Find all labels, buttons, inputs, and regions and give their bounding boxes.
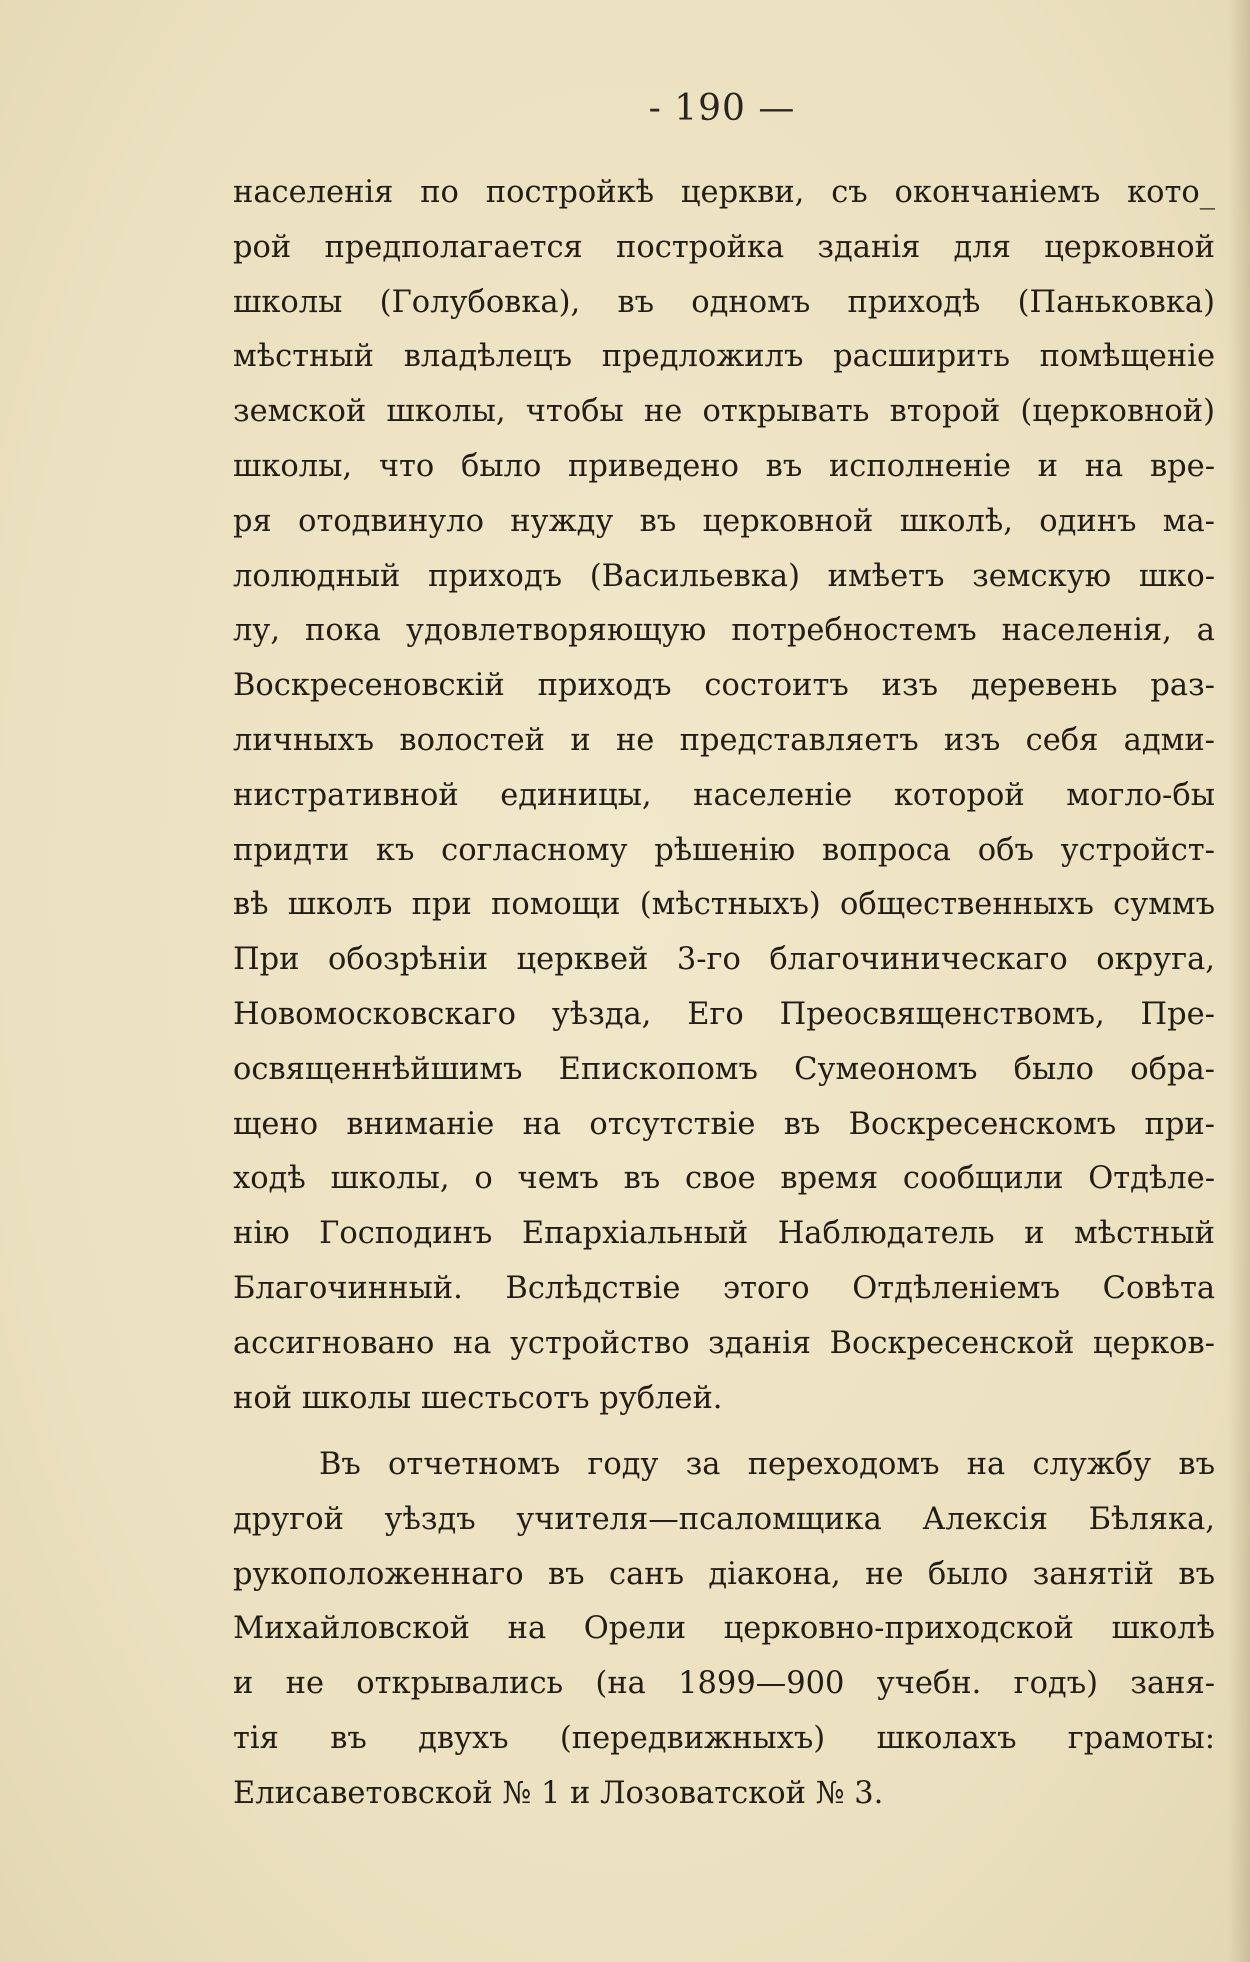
- text-line: рукоположеннаго въ санъ діакона, не было занятій въ: [233, 1556, 1215, 1592]
- text-line: земской школы, чтобы не открывать второй (церковной): [233, 394, 1215, 430]
- text-line: нистративной единицы, населеніе которой могло-бы: [233, 777, 1215, 813]
- page-number: - 190 —: [648, 88, 796, 129]
- text-line: придти къ согласному рѣшенію вопроса объ устройст-: [233, 832, 1215, 868]
- text-line: школы, что было приведено въ исполненіе и на вре-: [233, 448, 1215, 484]
- text-line: и не открывались (на 1899—900 учебн. годъ) заня-: [233, 1666, 1215, 1702]
- text-line: другой уѣздъ учителя—псаломщика Алексія Бѣляка,: [233, 1501, 1215, 1537]
- text-line: личныхъ волостей и не представляетъ изъ себя адми-: [233, 722, 1215, 758]
- text-line: населенія по постройкѣ церкви, съ окончаніемъ кото_: [233, 175, 1215, 210]
- text-line: Благочинный. Вслѣдствіе этого Отдѣленіемъ Совѣта: [233, 1270, 1215, 1306]
- text-line: ассигновано на устройство зданія Воскресенской церков-: [233, 1325, 1215, 1361]
- paragraph-1: [233, 166, 1215, 1426]
- paragraph-2: [233, 1438, 1215, 1822]
- text-line: освященнѣйшимъ Епископомъ Сумеономъ было обра-: [233, 1051, 1215, 1087]
- text-line: При обозрѣніи церквей 3-го благочиническаго округа,: [233, 942, 1215, 978]
- text-line: тія въ двухъ (передвижныхъ) школахъ грамоты:: [233, 1720, 1215, 1756]
- text-line: ной школы шестьсотъ рублей.: [233, 1380, 723, 1416]
- text-line: щено вниманіе на отсутствіе въ Воскресенскомъ при-: [233, 1106, 1215, 1142]
- text-line: нію Господинъ Епархіальный Наблюдатель и мѣстный: [233, 1216, 1215, 1252]
- text-line: рой предполагается постройка зданія для церковной: [233, 229, 1215, 265]
- text-line: вѣ школъ при помощи (мѣстныхъ) общественныхъ суммъ: [233, 887, 1215, 923]
- text-line: ря отодвинуло нужду въ церковной школѣ, одинъ ма-: [233, 503, 1215, 539]
- text-line: Новомосковскаго уѣзда, Его Преосвященствомъ, Пре-: [233, 996, 1215, 1032]
- page-edge-shadow: [1228, 0, 1250, 1962]
- text-line: Въ отчетномъ году за переходомъ на службу въ: [319, 1447, 1215, 1482]
- text-line: Елисаветовской № 1 и Лозоватской № 3.: [233, 1775, 884, 1811]
- text-line: мѣстный владѣлецъ предложилъ расширить помѣщеніе: [233, 339, 1215, 375]
- text-line: лолюдный приходъ (Васильевка) имѣетъ земскую шко-: [233, 558, 1215, 594]
- text-line: ходѣ школы, о чемъ въ свое время сообщили Отдѣле-: [233, 1161, 1215, 1197]
- text-line: лу, пока удовлетворяющую потребностемъ населенія, а: [233, 613, 1215, 649]
- text-line: школы (Голубовка), въ одномъ приходѣ (Паньковка): [233, 284, 1215, 320]
- text-line: Михайловской на Орели церковно-приходской школѣ: [233, 1611, 1215, 1647]
- text-line: Воскресеновскій приходъ состоитъ изъ деревень раз-: [233, 668, 1215, 704]
